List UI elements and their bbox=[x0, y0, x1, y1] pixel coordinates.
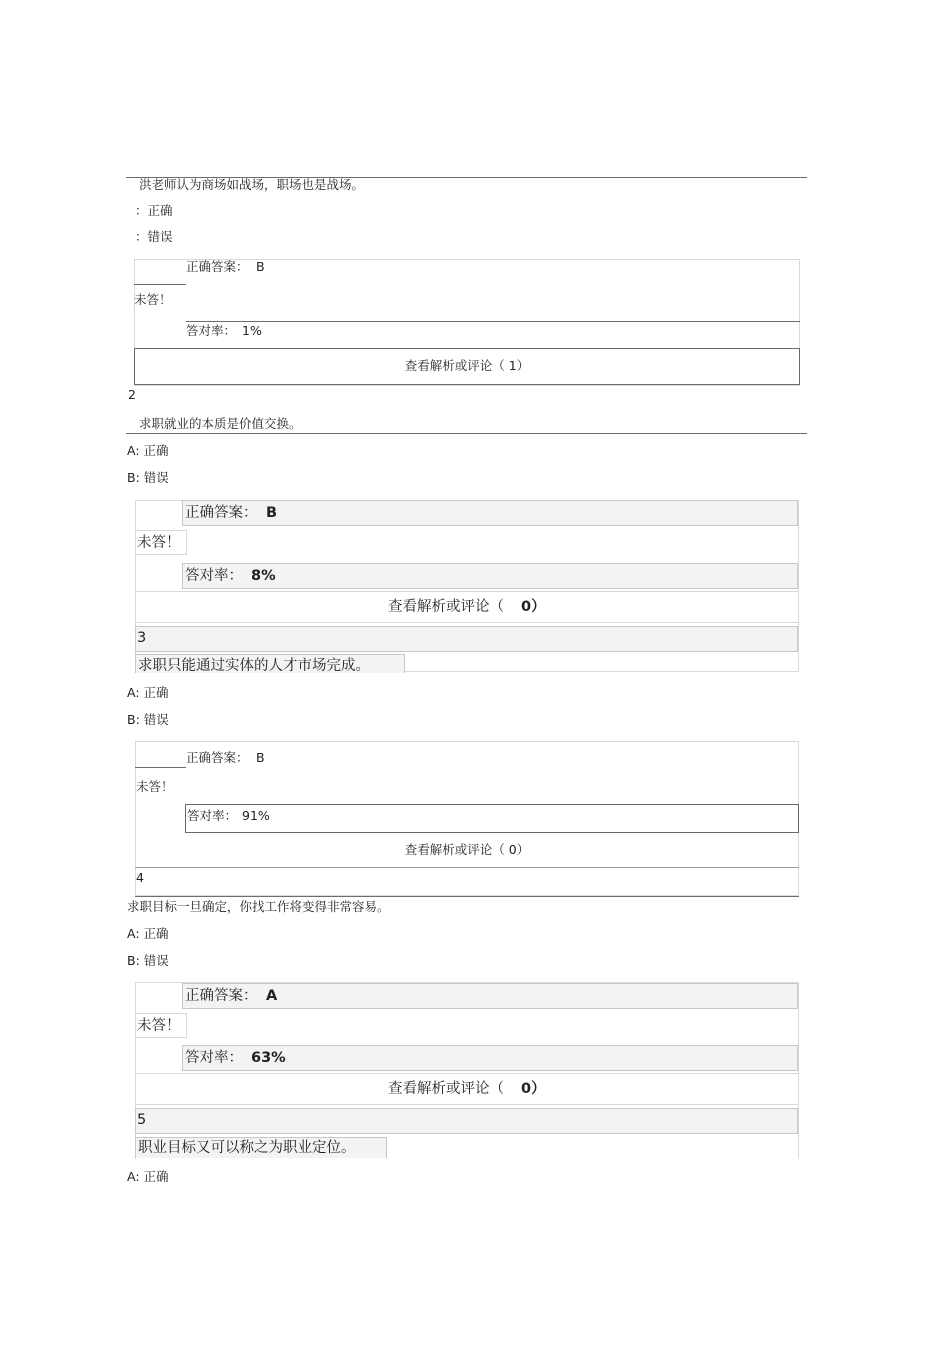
option-a[interactable]: A: 正确 bbox=[127, 685, 169, 700]
rate-label: 答对率： bbox=[185, 568, 243, 584]
divider bbox=[135, 896, 799, 897]
option-b[interactable]: B: 错误 bbox=[127, 470, 169, 485]
status-badge: 未答！ bbox=[134, 292, 172, 307]
question-text: 职业目标又可以称之为职业定位。 bbox=[138, 1140, 356, 1156]
divider bbox=[135, 867, 799, 868]
rate-value: 63% bbox=[251, 1050, 286, 1066]
option-a[interactable]: ：正确 bbox=[135, 203, 173, 218]
question-number: 5 bbox=[137, 1112, 147, 1128]
view-analysis-label: 查看解析或评论（ bbox=[388, 599, 504, 615]
view-analysis-label: 查看解析或评论（ bbox=[388, 1081, 504, 1097]
question-text: 求职就业的本质是价值交换。 bbox=[139, 416, 302, 431]
option-b[interactable]: ：错误 bbox=[135, 229, 173, 244]
rate-value: 91% bbox=[242, 808, 270, 823]
option-a[interactable]: A: 正确 bbox=[127, 443, 169, 458]
view-analysis-count: 0） bbox=[521, 1081, 546, 1097]
question-text: 求职目标一旦确定，你找工作将变得非常容易。 bbox=[127, 899, 390, 914]
question-number: 4 bbox=[136, 870, 144, 885]
question-number-row bbox=[135, 1108, 798, 1134]
view-analysis-button[interactable]: 查看解析或评论（ 0） bbox=[404, 842, 530, 857]
option-b[interactable]: B: 错误 bbox=[127, 712, 169, 727]
correct-answer-label: 正确答案： bbox=[186, 750, 249, 765]
rate-row bbox=[185, 804, 799, 833]
question-text: 求职只能通过实体的人才市场完成。 bbox=[138, 658, 370, 674]
status-badge: 未答！ bbox=[137, 535, 181, 551]
correct-answer-label: 正确答案： bbox=[186, 259, 249, 274]
rate-label: 答对率： bbox=[185, 1050, 243, 1066]
rate-value: 1% bbox=[242, 323, 262, 338]
view-analysis-label: 查看解析或评论（ 1） bbox=[404, 358, 530, 373]
view-analysis-count: 0） bbox=[521, 599, 546, 615]
option-b[interactable]: B: 错误 bbox=[127, 953, 169, 968]
correct-answer-label: 正确答案： bbox=[185, 988, 258, 1004]
option-a[interactable]: A: 正确 bbox=[127, 1169, 169, 1184]
rate-value: 8% bbox=[251, 568, 276, 584]
rate-label: 答对率： bbox=[186, 323, 237, 338]
question-text: 洪老师认为商场如战场，职场也是战场。 bbox=[139, 177, 365, 192]
status-badge: 未答！ bbox=[136, 779, 174, 794]
rate-label: 答对率： bbox=[187, 808, 238, 823]
divider bbox=[186, 321, 800, 322]
correct-answer-value: B bbox=[266, 505, 278, 521]
option-a[interactable]: A: 正确 bbox=[127, 926, 169, 941]
question-number: 3 bbox=[137, 630, 147, 646]
correct-answer-value: B bbox=[256, 259, 265, 274]
correct-answer-value: A bbox=[266, 988, 278, 1004]
status-badge: 未答！ bbox=[137, 1018, 181, 1034]
divider bbox=[134, 284, 186, 285]
question-number: 2 bbox=[128, 387, 136, 402]
question-number-row bbox=[135, 626, 798, 652]
correct-answer-label: 正确答案： bbox=[185, 505, 258, 521]
divider bbox=[126, 433, 807, 434]
correct-answer-value: B bbox=[256, 750, 265, 765]
divider bbox=[135, 767, 186, 768]
